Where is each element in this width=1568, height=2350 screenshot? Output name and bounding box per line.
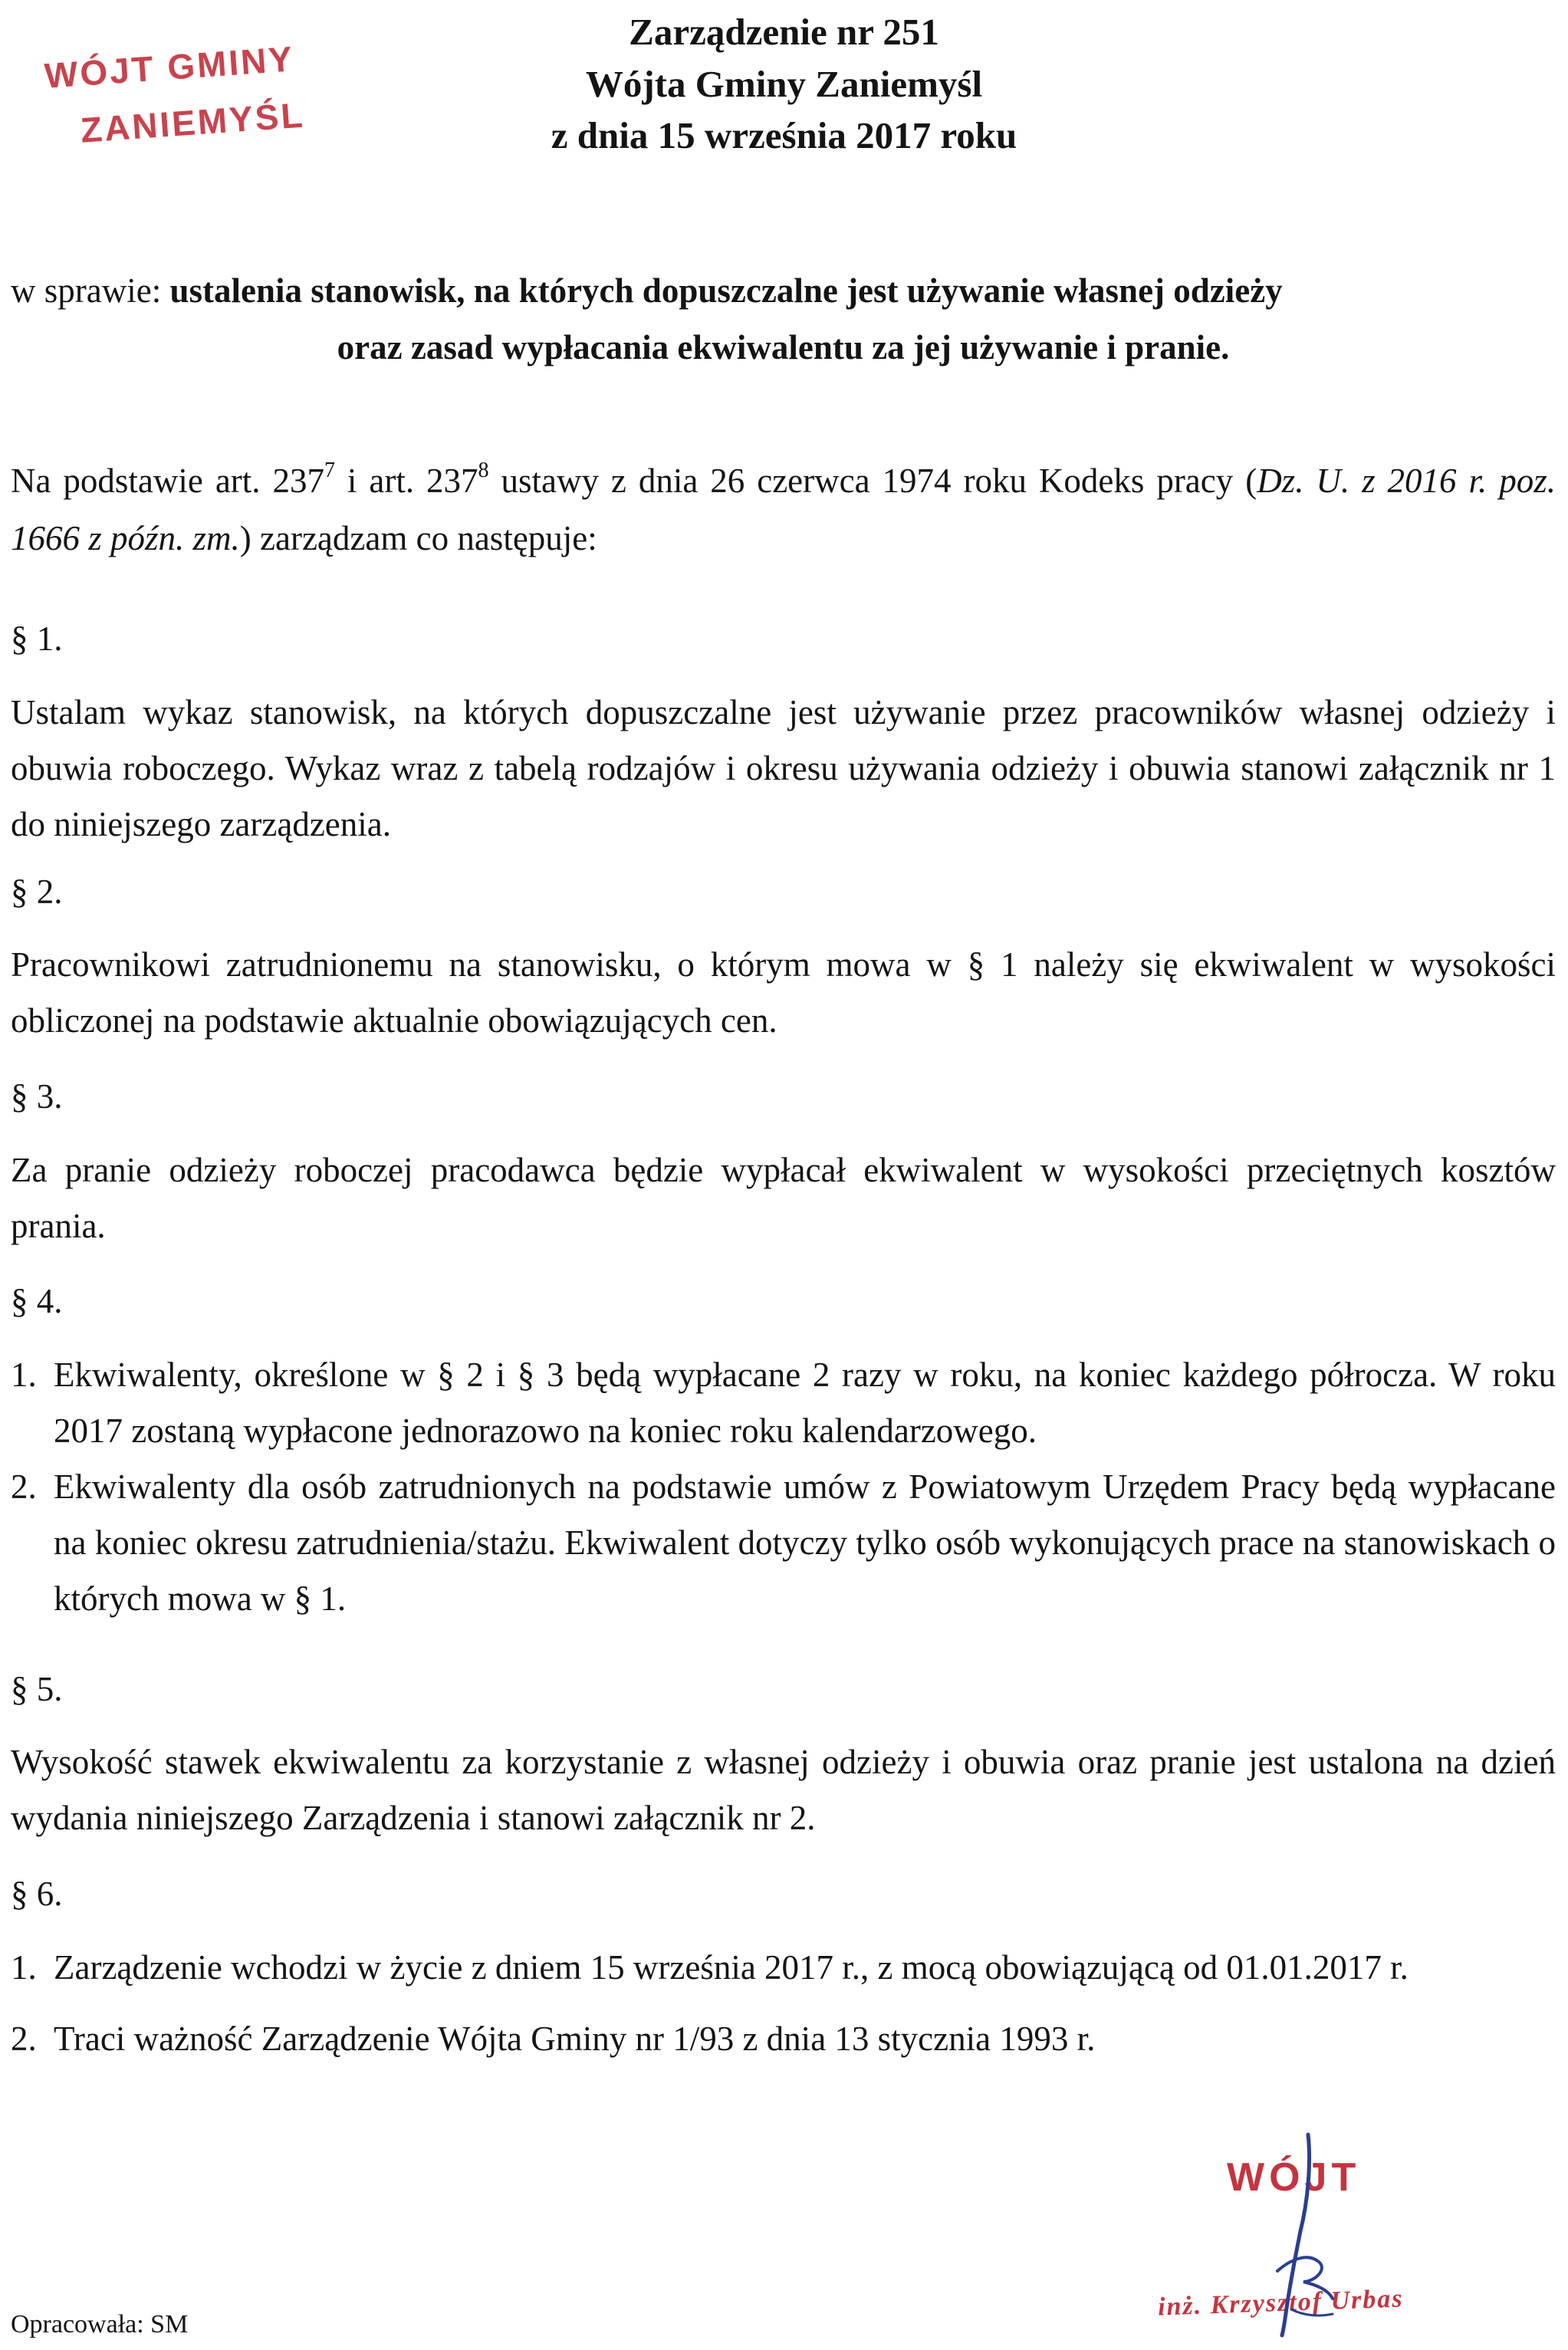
- section-5-heading: § 5.: [11, 1670, 63, 1708]
- handwritten-signature: [1127, 2131, 1464, 2338]
- section-2-text: Pracownikowi zatrudnionemu na stanowisku, o którym mowa w § 1 należy się ekwiwalent w wysokości obliczonej na podstawie aktualnie obowiązujących cen.: [11, 945, 1556, 1040]
- basis-text-4: ) zarządzam co następuje:: [239, 519, 597, 557]
- section-6-heading: § 6.: [11, 1875, 63, 1913]
- basis-text-1: Na podstawie art. 237: [11, 462, 324, 500]
- section-1-heading: § 1.: [11, 620, 63, 658]
- section-6-list: [11, 1940, 1556, 2067]
- list-item-number: 2.: [11, 2020, 37, 2058]
- stamp-line-1: WÓJT GMINY: [43, 38, 296, 96]
- list-item-text: Ekwiwalenty dla osób zatrudnionych na podstawie umów z Powiatowym Urzędem Pracy będą wypłacane na koniec okresu zatrudnienia/stażu. Ekwiwalent dotyczy tylko osób wykonujących prace na stanowiskach o których mowa w § 1.: [54, 1468, 1556, 1618]
- basis-text-3: ustawy z dnia 26 czerwca 1974 roku Kodeks pracy (: [488, 462, 1257, 500]
- section-4-list: [11, 1347, 1556, 1627]
- basis-citation: Dz. U. z 2016 r. poz. 1666 z późn. zm.: [11, 462, 1556, 557]
- document-date: z dnia 15 września 2017 roku: [551, 114, 1017, 156]
- section-3-heading: § 3.: [11, 1077, 63, 1116]
- section-5-text: Wysokość stawek ekwiwalentu za korzystanie z własnej odzieży i obuwia oraz pranie jest ustalona na dzień wydania niniejszego Zarządzenia i stanowi załącznik nr 2.: [11, 1743, 1556, 1837]
- list-item-text: Zarządzenie wchodzi w życie z dniem 15 września 2017 r., z mocą obowiązującą od 01.01.2017 r.: [54, 1948, 1409, 1987]
- signature-stamp: [1127, 2131, 1464, 2338]
- list-item: [11, 1940, 1556, 1996]
- list-item-number: 2.: [11, 1468, 37, 1506]
- issuer: Wójta Gminy Zaniemyśl: [585, 63, 983, 105]
- prepared-by: Opracowała: SM: [11, 2310, 189, 2338]
- subject: [11, 262, 1556, 376]
- section-3-text: Za pranie odzieży roboczej pracodawca będzie wypłacał ekwiwalent w wysokości przeciętnych kosztów prania.: [11, 1151, 1556, 1245]
- stamp-title: WÓJT: [1227, 2155, 1361, 2200]
- list-item-number: 1.: [11, 1356, 37, 1394]
- list-item-number: 1.: [11, 1948, 37, 1987]
- legal-basis: [11, 452, 1556, 567]
- list-item-text: Traci ważność Zarządzenie Wójta Gminy nr 1/93 z dnia 13 stycznia 1993 r.: [54, 2020, 1096, 2058]
- subject-line-2: oraz zasad wypłacania ekwiwalentu za jej używanie i pranie.: [337, 328, 1230, 366]
- section-2-heading: § 2.: [11, 873, 63, 911]
- list-item: [11, 1347, 1556, 1459]
- subject-lead: w sprawie:: [11, 271, 170, 310]
- basis-sup-1: 7: [324, 458, 335, 482]
- basis-sup-2: 8: [478, 458, 489, 482]
- stamp-line-2: ZANIEMYŚL: [79, 94, 307, 150]
- section-4-heading: § 4.: [11, 1282, 63, 1320]
- document-number: Zarządzenie nr 251: [629, 11, 939, 53]
- list-item: [11, 1459, 1556, 1627]
- section-1-text: Ustalam wykaz stanowisk, na których dopuszczalne jest używanie przez pracowników własnej odzieży i obuwia roboczego. Wykaz wraz z tabelą rodzajów i okresu używania odzieży i obuwia stanowi załącznik nr 1 do niniejszego zarządzenia.: [11, 693, 1556, 843]
- basis-text-2: i art. 237: [334, 462, 478, 500]
- list-item: [11, 2011, 1556, 2067]
- subject-line-1: ustalenia stanowisk, na których dopuszczalne jest używanie własnej odzieży: [169, 271, 1283, 310]
- list-item-text: Ekwiwalenty, określone w § 2 i § 3 będą wypłacane 2 razy w roku, na koniec każdego półrocza. W roku 2017 zostaną wypłacone jednorazowo na koniec roku kalendarzowego.: [54, 1356, 1556, 1450]
- stamp-name: inż. Krzysztof Urbas: [1157, 2284, 1405, 2322]
